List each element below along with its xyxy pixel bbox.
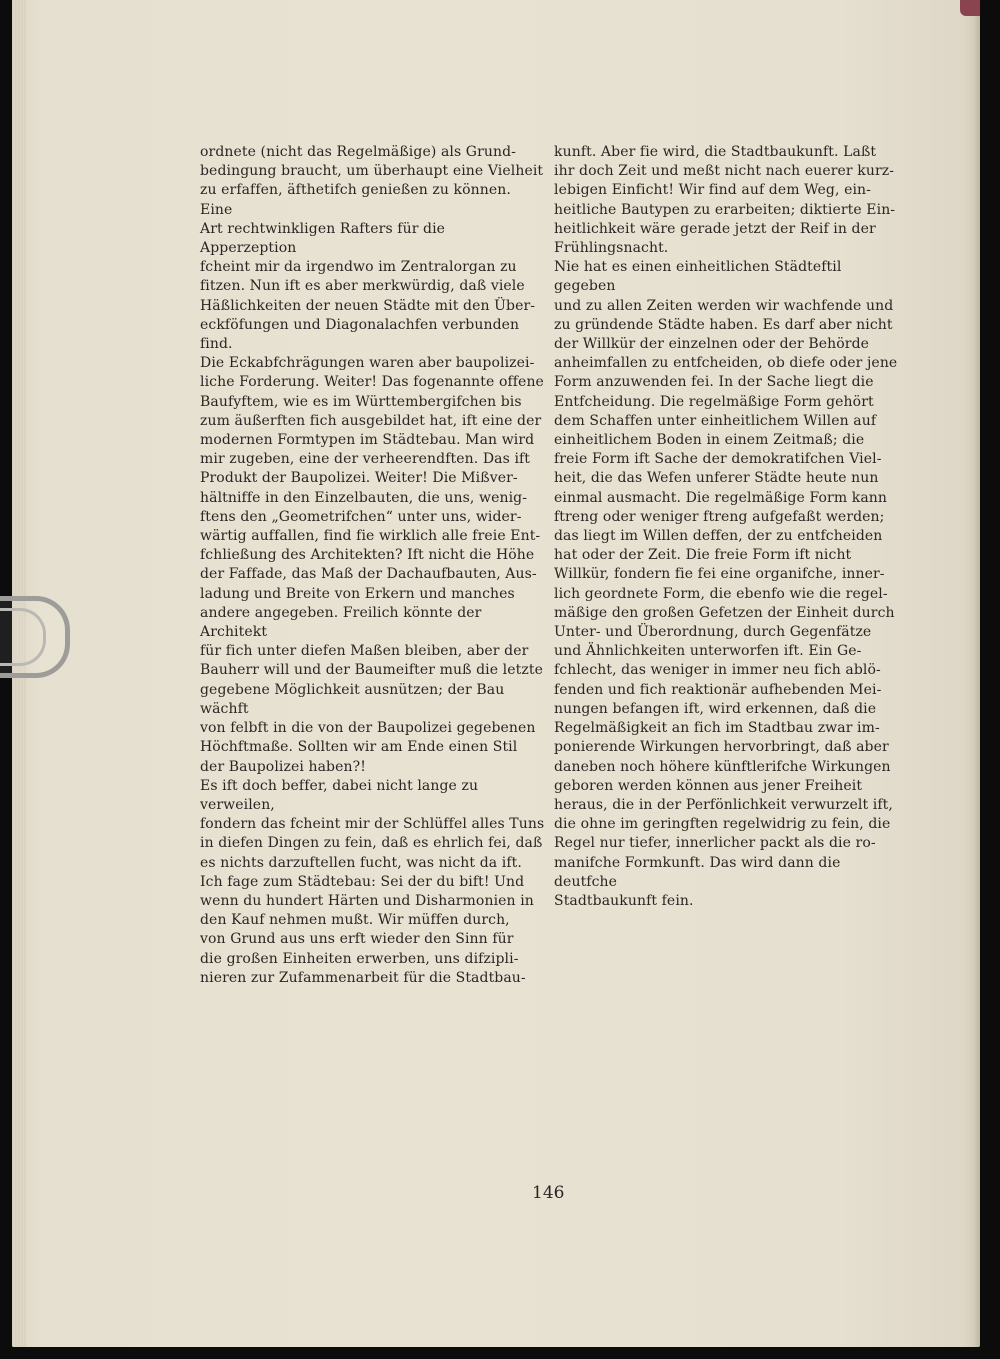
right-text-column xyxy=(554,143,902,911)
corner-tab xyxy=(960,0,980,16)
left-paragraph-1: ordnete (nicht das Regelmäßige) als Grund- bedingung braucht, um überhaupt eine Vielheit zu erfaffen, äfthetifch genießen zu können. Eine Art rechtwinkligen Rafters für die Apperzeption fcheint mir da irgendwo im Zentralorgan zu fitzen. Nun ift es aber merkwürdig, daß viele Häßlichkeiten der neuen Städte mit den Über- eckföfungen und Diagonalachfen verbunden find. Die Eckabfchrägungen waren aber baupolizei- liche Forderung. Weiter! Das fogenannte offene Baufyftem, wie es im Württembergifchen bis zum äußerften fich ausgebildet hat, ift eine der modernen Formtypen im Städtebau. Man wird mir zugeben, eine der verheerendften. Das ift Produkt der Baupolizei. Weiter! Die Mißver- hältniffe in den Einzelbauten, die uns, wenig- ftens den „Geometrifchen“ unter uns, wider- wärtig auffallen, find fie wirklich alle freie Ent- fchließung des Architekten? Ift nicht die Höhe der Faffade, das Maß der Dachaufbauten, Aus- ladung und Breite von Erkern und manches andere angegeben. Freilich könnte der Architekt für fich unter diefen Maßen bleiben, aber der Bauherr will und der Baumeifter muß die letzte gegebene Möglichkeit ausnützen; der Bau wächft von felbft in die von der Baupolizei gegebenen Höchftmaße. Sollten wir am Ende einen Stil der Baupolizei haben?! xyxy=(200,144,544,775)
left-paragraph-2: Es ift doch beffer, dabei nicht lange zu verweilen, fondern das fcheint mir der Schlüffel alles Tuns in diefen Dingen zu fein, daß es ehrlich fei, daß es nichts darzuftellen fucht, was nicht da ift. Ich fage zum Städtebau: Sei der du bift! Und wenn du hundert Härten und Disharmonien in den Kauf nehmen mußt. Wir müffen durch, von Grund aus uns erft wieder den Sinn für die großen Einheiten erwerben, uns difzipli- nieren zur Zufammenarbeit für die Stadtbau- xyxy=(200,777,545,986)
left-text-column xyxy=(200,143,545,988)
page-number: 146 xyxy=(532,1183,565,1203)
paper-clip-inner-loop xyxy=(0,608,46,666)
right-paragraph-2: Nie hat es einen einheitlichen Städteftil gegeben und zu allen Zeiten werden wir wachfende und zu gründende Städte haben. Es darf aber nicht der Willkür der einzelnen oder der Behörde anheimfallen zu entfcheiden, ob diefe oder jene Form anzuwenden fei. In der Sache liegt die Entfcheidung. Die regelmäßige Form gehört dem Schaffen unter einheitlichem Willen auf einheitlichem Boden in einem Zeitmaß; die freie Form ift Sache der demokratifchen Viel- heit, die das Wefen unferer Städte heute nun einmal ausmacht. Die regelmäßige Form kann ftreng oder weniger ftreng aufgefaßt werden; das liegt im Willen deffen, der zu entfcheiden hat oder der Zeit. Die freie Form ift nicht Willkür, fondern fie fei eine organifche, inner- lich geordnete Form, die ebenfo wie die regel- mäßige den großen Gefetzen der Einheit durch Unter- und Überordnung, durch Gegenfätze und Ähnlichkeiten unterworfen ift. Ein Ge- fchlecht, das weniger in immer neu fich ablö- fenden und fich reaktionär aufhebenden Mei- nungen befangen ift, wird erkennen, daß die Regelmäßigkeit an fich im Stadtbau zwar im- ponierende Wirkungen hervorbringt, daß aber daneben noch höhere künftlerifche Wirkungen geboren werden können aus jener Freiheit heraus, die in der Perfönlichkeit verwurzelt ift, die ohne im geringften regelwidrig zu fein, die Regel nur tiefer, innerlicher packt als die ro- manifche Formkunft. Das wird dann die deutfche Stadtbaukunft fein. xyxy=(554,259,898,909)
right-paragraph-1: kunft. Aber fie wird, die Stadtbaukunft. Laßt ihr doch Zeit und meßt nicht nach euerer kurz- lebigen Einficht! Wir find auf dem Weg, ein- heitliche Bautypen zu erarbeiten; diktierte Ein- heitlichkeit wäre gerade jetzt der Reif in der Frühlingsnacht. xyxy=(554,144,896,257)
page-right-edge xyxy=(964,0,980,1347)
book-page xyxy=(12,0,980,1347)
